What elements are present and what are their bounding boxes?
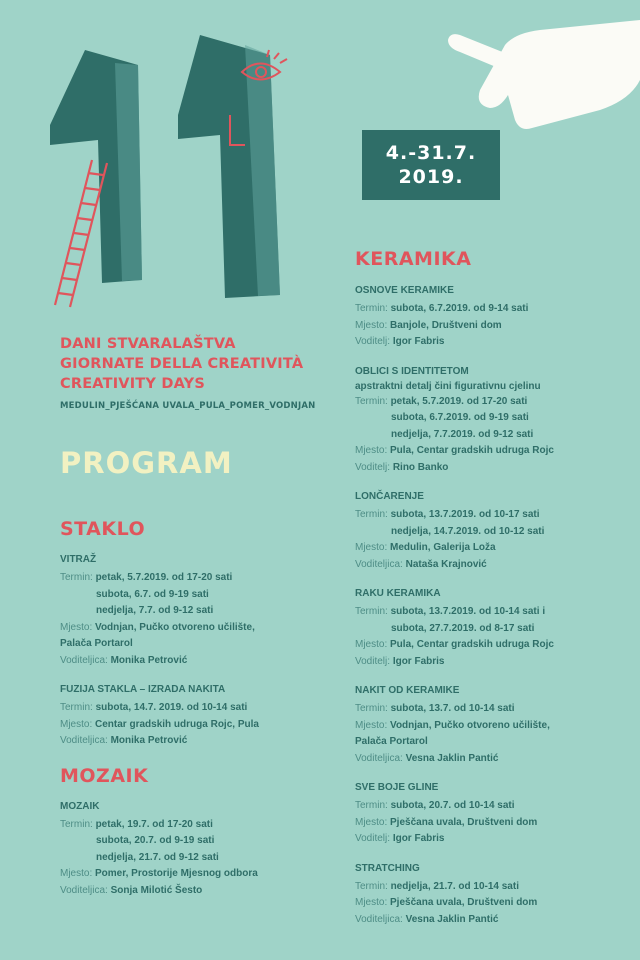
termin-value: nedjelja, 14.7.2019. od 10-12 sati	[391, 525, 545, 537]
mjesto-value: Pješčana uvala, Društveni dom	[390, 816, 538, 828]
mjesto-label: Mjesto:	[60, 621, 93, 633]
voditelj-value: Monika Petrović	[110, 654, 188, 666]
termin-label: Termin:	[60, 818, 93, 830]
termin-label: Termin:	[355, 606, 388, 617]
title-hr: DANI STVARALAŠTVA	[60, 336, 236, 352]
date-line-2: 2019.	[398, 166, 464, 188]
voditelj-label: Voditeljica:	[355, 752, 403, 764]
termin-value: subota, 13.7.2019. od 10-14 sati i	[390, 606, 546, 617]
program-heading: PROGRAM	[60, 446, 233, 480]
section-keramika-heading: KERAMIKA	[355, 248, 472, 270]
workshop-title: NAKIT OD KERAMIKE	[355, 685, 460, 696]
workshop-oblici	[355, 366, 625, 477]
workshop-title: VITRAŽ	[60, 554, 97, 565]
mjesto-value: Banjole, Društveni dom	[390, 319, 502, 331]
workshop-loncarenje	[355, 491, 625, 573]
voditelj-label: Voditeljica:	[355, 913, 403, 925]
mjesto-label: Mjesto:	[355, 897, 388, 908]
date-line-1: 4.-31.7.	[385, 142, 477, 164]
voditelj-label: Voditelj:	[355, 336, 391, 347]
mjesto-label: Mjesto:	[60, 718, 93, 730]
voditelj-label: Voditeljica:	[60, 654, 108, 666]
voditelj-label: Voditelj:	[355, 833, 391, 844]
voditelj-label: Voditelj:	[355, 655, 391, 667]
workshop-fuzija	[60, 684, 330, 750]
termin-value: petak, 5.7.2019. od 17-20 sati	[95, 572, 233, 583]
left-column	[60, 518, 330, 914]
termin-value: nedjelja, 7.7.2019. od 9-12 sati	[391, 428, 534, 440]
voditelj-label: Voditeljica:	[60, 735, 108, 746]
termin-value: subota, 14.7. 2019. od 10-14 sati	[95, 702, 248, 713]
mjesto-value: Pula, Centar gradskih udruga Rojc	[390, 639, 554, 650]
termin-label: Termin:	[355, 509, 388, 520]
hand-illustration	[420, 0, 640, 140]
termin-label: Termin:	[60, 702, 93, 713]
voditelj-value: Igor Fabris	[392, 833, 445, 844]
mjesto-value: Palača Portarol	[60, 638, 133, 649]
workshop-osnove-keramike	[355, 285, 625, 351]
title-en: CREATIVITY DAYS	[60, 376, 205, 392]
workshop-mozaik	[60, 801, 330, 900]
mjesto-value: Pješčana uvala, Društveni dom	[390, 897, 538, 908]
event-titles	[60, 334, 360, 411]
mjesto-label: Mjesto:	[355, 816, 388, 828]
termin-value: nedjelja, 21.7. od 9-12 sati	[96, 851, 219, 863]
workshop-nakit	[355, 685, 625, 767]
termin-value: subota, 6.7.2019. od 9-14 sati	[390, 303, 529, 314]
mjesto-label: Mjesto:	[355, 639, 388, 650]
voditelj-label: Voditelj:	[355, 461, 391, 473]
section-mozaik-heading: MOZAIK	[60, 764, 149, 787]
mjesto-value: Vodnjan, Pučko otvoreno učilište,	[95, 621, 255, 633]
voditelj-label: Voditeljica:	[355, 558, 403, 570]
termin-label: Termin:	[355, 303, 388, 314]
termin-label: Termin:	[355, 800, 388, 811]
termin-label: Termin:	[355, 703, 388, 714]
workshop-title: MOZAIK	[60, 800, 100, 812]
voditelj-value: Sonja Milotić Šesto	[110, 884, 203, 896]
termin-value: nedjelja, 21.7. od 10-14 sati	[390, 880, 519, 892]
workshop-stratching	[355, 863, 625, 929]
workshop-subtitle: apstraktni detalj čini figurativnu cjelinu	[355, 380, 541, 392]
termin-value: subota, 13.7. od 10-14 sati	[390, 703, 515, 714]
title-it: GIORNATE DELLA CREATIVITÀ	[60, 356, 304, 372]
workshop-title: FUZIJA STAKLA – IZRADA NAKITA	[60, 684, 226, 695]
termin-label: Termin:	[355, 395, 388, 407]
workshop-title: RAKU KERAMIKA	[355, 588, 441, 599]
workshop-title: LONČARENJE	[355, 491, 424, 502]
mjesto-value: Pula, Centar gradskih udruga Rojc	[390, 445, 554, 456]
termin-value: subota, 6.7.2019. od 9-19 sati	[391, 412, 529, 423]
mjesto-label: Mjesto:	[355, 445, 388, 456]
locations-line: MEDULIN_PJEŠĆANA UVALA_PULA_POMER_VODNJAN	[60, 401, 316, 411]
termin-value: petak, 19.7. od 17-20 sati	[95, 818, 213, 830]
termin-value: subota, 20.7. od 9-19 sati	[96, 835, 215, 846]
mjesto-value: Pomer, Prostorije Mjesnog odbora	[95, 868, 258, 879]
mjesto-label: Mjesto:	[355, 719, 388, 731]
mjesto-value: Medulin, Galerija Loža	[390, 542, 496, 553]
workshop-vitraz	[60, 554, 330, 669]
mjesto-value: Centar gradskih udruga Rojc, Pula	[95, 718, 259, 730]
mjesto-value: Vodnjan, Pučko otvoreno učilište,	[390, 719, 550, 731]
voditelj-value: Rino Banko	[392, 461, 449, 473]
voditelj-value: Nataša Krajnović	[405, 558, 487, 570]
right-column	[355, 248, 625, 943]
termin-value: subota, 20.7. od 10-14 sati	[390, 800, 515, 811]
workshop-title: OBLICI S IDENTITETOM	[355, 365, 469, 377]
mjesto-label: Mjesto:	[355, 542, 388, 553]
workshop-title: OSNOVE KERAMIKE	[355, 285, 454, 296]
voditelj-value: Monika Petrović	[110, 735, 188, 746]
section-staklo-heading: STAKLO	[60, 518, 146, 540]
workshop-raku	[355, 588, 625, 670]
workshop-title: SVE BOJE GLINE	[355, 782, 439, 793]
termin-value: subota, 6.7. od 9-19 sati	[96, 588, 209, 600]
termin-value: petak, 5.7.2019. od 17-20 sati	[390, 395, 528, 407]
termin-label: Termin:	[60, 572, 93, 583]
voditelj-value: Vesna Jaklin Pantić	[405, 752, 499, 764]
voditelj-value: Vesna Jaklin Pantić	[405, 913, 499, 925]
termin-value: subota, 27.7.2019. od 8-17 sati	[391, 622, 535, 634]
workshop-title: STRATCHING	[355, 862, 420, 874]
date-sign	[362, 130, 500, 200]
termin-value: nedjelja, 7.7. od 9-12 sati	[96, 605, 214, 616]
logo-eleven-illustration	[30, 15, 320, 315]
mjesto-label: Mjesto:	[60, 868, 93, 879]
voditelj-label: Voditeljica:	[60, 884, 108, 896]
workshop-sve-boje-gline	[355, 782, 625, 848]
mjesto-value: Palača Portarol	[355, 736, 428, 747]
termin-value: subota, 13.7.2019. od 10-17 sati	[390, 509, 540, 520]
voditelj-value: Igor Fabris	[392, 655, 445, 667]
termin-label: Termin:	[355, 880, 388, 892]
voditelj-value: Igor Fabris	[392, 336, 445, 347]
mjesto-label: Mjesto:	[355, 319, 388, 331]
